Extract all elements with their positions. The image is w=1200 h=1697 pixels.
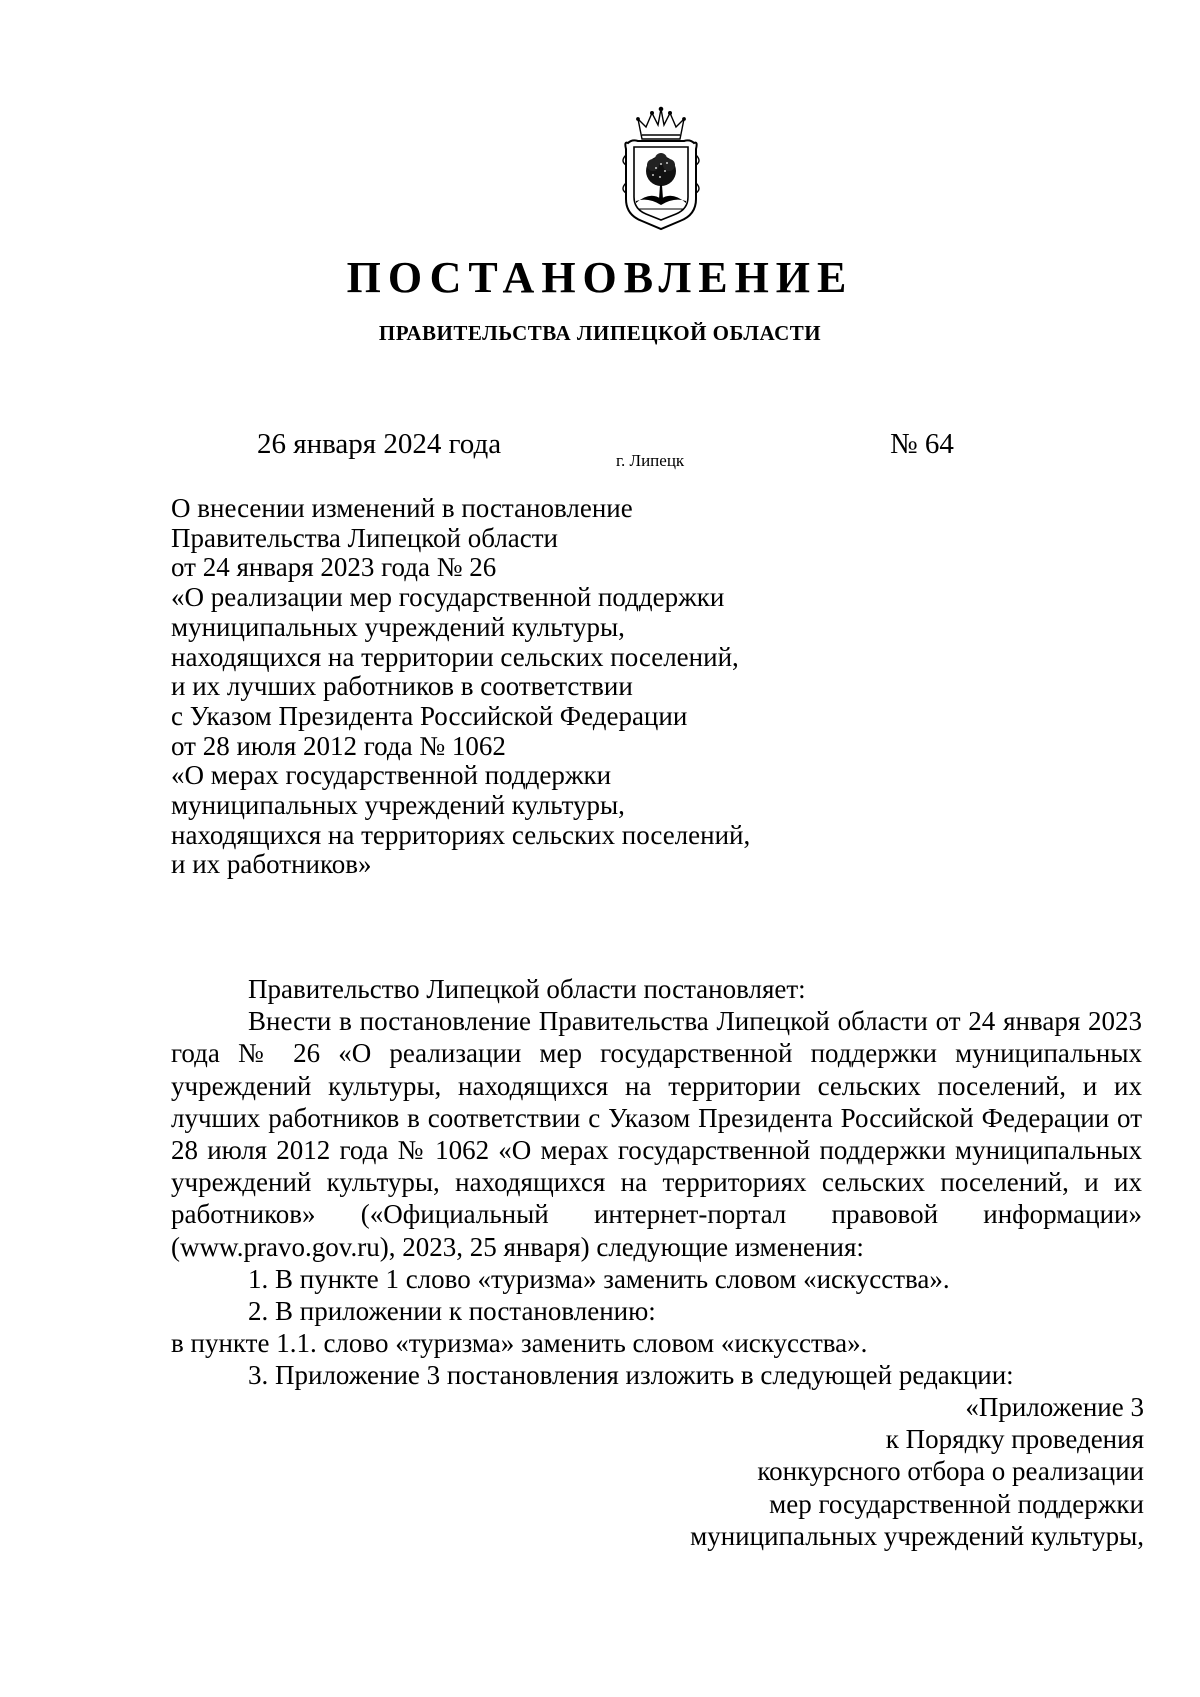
- document-body: [171, 973, 1142, 1392]
- document-number: № 64: [890, 428, 954, 460]
- appendix-block: [690, 1391, 1144, 1552]
- heading-line: с Указом Президента Российской Федерации: [171, 700, 688, 731]
- item-2: 2. В приложении к постановлению:: [248, 1296, 656, 1327]
- heading-line: находящихся на территории сельских поселений,: [171, 641, 739, 672]
- document-date: 26 января 2024 года: [257, 428, 502, 460]
- heading-line: «О реализации мер государственной поддержки: [171, 582, 725, 613]
- coat-of-arms-icon: [620, 105, 702, 235]
- item-1: 1. В пункте 1 слово «туризма» заменить словом «искусства».: [248, 1263, 950, 1294]
- intro-paragraph: Правительство Липецкой области постановляет:: [248, 974, 806, 1004]
- appendix-line: к Порядку проведения: [885, 1424, 1144, 1455]
- page-title: ПОСТАНОВЛЕНИЕ: [346, 253, 854, 302]
- appendix-line: «Приложение 3: [965, 1392, 1144, 1422]
- heading-line: от 24 января 2023 года № 26: [171, 552, 497, 583]
- item-2-sub: в пункте 1.1. слово «туризма» заменить словом «искусства».: [171, 1328, 868, 1359]
- heading-line: находящихся на территориях сельских поселений,: [171, 819, 751, 850]
- heading-line: и их работников»: [171, 849, 372, 880]
- appendix-line: конкурсного отбора о реализации: [757, 1456, 1144, 1487]
- appendix-line: мер государственной поддержки: [769, 1488, 1144, 1519]
- heading-line: муниципальных учреждений культуры,: [171, 611, 625, 642]
- heading-line: и их лучших работников в соответствии: [171, 671, 633, 702]
- page-subtitle: ПРАВИТЕЛЬСТВА ЛИПЕЦКОЙ ОБЛАСТИ: [378, 321, 822, 345]
- heading-line: Правительства Липецкой области: [171, 522, 559, 553]
- heading-line: О внесении изменений в постановление: [171, 493, 633, 523]
- document-heading: [171, 494, 871, 880]
- heading-line: муниципальных учреждений культуры,: [171, 790, 625, 821]
- document-city: г. Липецк: [616, 451, 685, 470]
- heading-line: «О мерах государственной поддержки: [171, 760, 612, 791]
- item-3: 3. Приложение 3 постановления изложить в следующей редакции:: [248, 1360, 1014, 1391]
- heading-line: от 28 июля 2012 года № 1062: [171, 730, 506, 761]
- appendix-line: муниципальных учреждений культуры,: [690, 1520, 1144, 1551]
- main-paragraph: Внести в постановление Правительства Липецкой области от 24 января 2023 года № 26 «О реализации мер государственной поддержки муниципальных учреждений культуры, находящихся на территории сельских поселений, и их лучших работников в соответствии с Указом Президента Российской Федерации от 28 июля 2012 года № 1062 «О мерах государственной поддержки муниципальных учреждений культуры, находящихся на территориях сельских поселений, и их работников» («Официальный интернет-портал правовой информации» (www.pravo.gov.ru), 2023, 25 января) следующие изменения:: [171, 1006, 1142, 1262]
